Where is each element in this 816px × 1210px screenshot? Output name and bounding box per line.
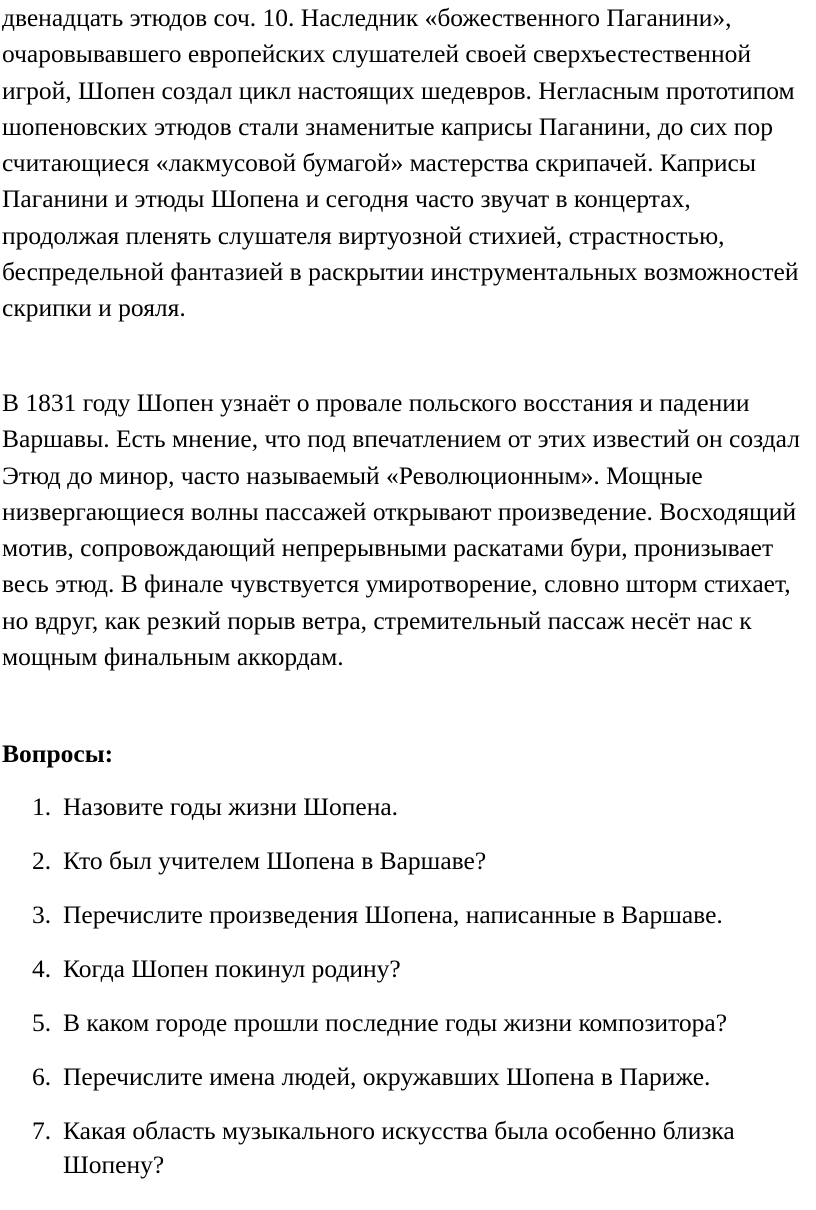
question-item bbox=[2, 1114, 814, 1182]
question-text: Перечислите имена людей, окружавших Шопена в Париже. bbox=[63, 1062, 711, 1091]
question-text: Перечислите произведения Шопена, написанные в Варшаве. bbox=[63, 900, 723, 929]
question-item bbox=[2, 1006, 814, 1040]
question-number: 2. bbox=[32, 846, 52, 875]
question-number: 3. bbox=[32, 900, 52, 929]
question-number: 4. bbox=[32, 954, 52, 983]
question-text: Когда Шопен покинул родину? bbox=[63, 954, 401, 983]
question-item bbox=[2, 790, 814, 824]
paragraph-revolutionary-etude: В 1831 году Шопен узнаёт о провале польского восстания и падении Варшавы. Есть мнение, что под впечатлением от этих известий он создал Этюд до минор, часто называемый «Революционным». Мощные низвергающиеся волны пассажей открывают произведение. Восходящий мотив, сопровождающий непрерывными раскатами бури, пронизывает весь этюд. В финале чувствуется умиротворение, словно шторм стихает, но вдруг, как резкий порыв ветра, стремительный пассаж несёт нас к мощным финальным аккордам. bbox=[2, 388, 800, 672]
question-item bbox=[2, 844, 814, 878]
question-text: Кто был учителем Шопена в Варшаве? bbox=[63, 846, 487, 875]
question-text: Назовите годы жизни Шопена. bbox=[63, 792, 399, 821]
question-number: 5. bbox=[32, 1008, 52, 1037]
question-text: В каком городе прошли последние годы жизни композитора? bbox=[63, 1008, 728, 1037]
question-number: 1. bbox=[32, 792, 52, 821]
question-number: 7. bbox=[32, 1116, 52, 1145]
questions-heading: Вопросы: bbox=[2, 739, 114, 768]
paragraph-etudes: двенадцать этюдов соч. 10. Наследник «божественного Паганини», очаровывавшего европейских слушателей своей сверхъестественной игрой, Шопен создал цикл настоящих шедевров. Негласным прототипом шопеновских этюдов стали знаменитые каприсы Паганини, до сих пор считающиеся «лакмусовой бумагой» мастерства скрипачей. Каприсы Паганини и этюды Шопена и сегодня часто звучат в концертах, продолжая пленять слушателя виртуозной стихией, страстностью, беспредельной фантазией в раскрытии инструментальных возможностей скрипки и рояля. bbox=[2, 3, 799, 323]
questions-list bbox=[2, 790, 814, 1202]
question-item bbox=[2, 898, 814, 932]
question-text: Какая область музыкального искусства была особенно близка Шопену? bbox=[63, 1116, 735, 1179]
question-item bbox=[2, 1060, 814, 1094]
question-item bbox=[2, 952, 814, 986]
question-number: 6. bbox=[32, 1062, 52, 1091]
